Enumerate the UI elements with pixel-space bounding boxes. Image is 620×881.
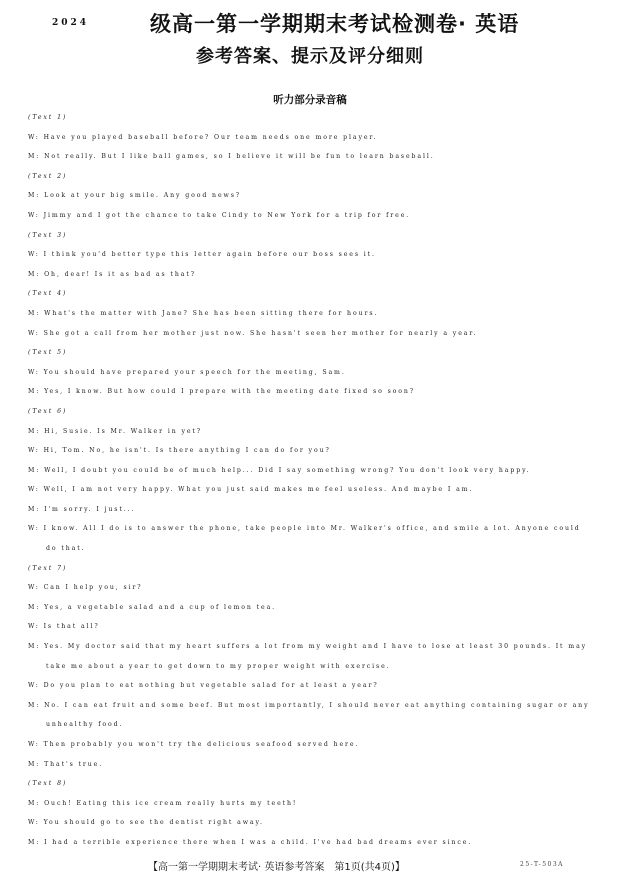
text-heading: (Text 2) [28,172,68,180]
text-heading: (Text 5) [28,349,68,357]
footer-text: 【高一第一学期期末考试· 英语参考答案 第1页(共4页)】 [148,862,405,873]
text-heading: (Text 4) [28,290,68,298]
transcript-line: M: No. I can eat fruit and some beef. But most importantly, I should never eat anything containing sugar or any [28,701,590,709]
transcript-line: M: Yes, I know. But how could I prepare with the meeting date fixed so soon? [28,388,416,396]
exam-subtitle: 参考答案、提示及评分细则 [196,46,424,67]
transcript-line: W: Can I help you, sir? [28,584,143,592]
transcript-line: M: I had a terrible experience there when I was a child. I've had bad dreams ever since. [28,838,473,846]
transcript-line: W: Well, I am not very happy. What you just said makes me feel useless. And maybe I am. [28,486,474,494]
transcript-line: unhealthy food. [46,721,124,729]
transcript-line: M: Not really. But I like ball games, so I believe it will be fun to learn baseball. [28,153,435,161]
transcript-line: M: Yes. My doctor said that my heart suffers a lot from my weight and I have to lose at least 30 pounds. It may [28,643,588,651]
text-heading: (Text 6) [28,407,68,415]
exam-year: 2024 [52,18,90,28]
transcript-line: M: Ouch! Eating this ice cream really hurts my teeth! [28,799,298,807]
transcript-line: M: Oh, dear! Is it as bad as that? [28,270,196,278]
transcript-line: W: Do you plan to eat nothing but vegetable salad for at least a year? [28,682,379,690]
transcript-line: M: Look at your big smile. Any good news? [28,192,241,200]
transcript-line: M: Hi, Susie. Is Mr. Walker in yet? [28,427,203,435]
text-heading: (Text 7) [28,564,68,572]
transcript-line: W: She got a call from her mother just now. She hasn't seen her mother for nearly a year. [28,329,478,337]
transcript-line: W: Hi, Tom. No, he isn't. Is there anything I can do for you? [28,447,331,455]
transcript [28,112,598,857]
transcript-line: W: You should have prepared your speech for the meeting, Sam. [28,368,346,376]
transcript-line: W: Jimmy and I got the chance to take Cindy to New York for a trip for free. [28,211,411,219]
transcript-line: W: You should go to see the dentist right away. [28,819,264,827]
transcript-line: M: I'm sorry. I just... [28,505,136,513]
transcript-line: M: Well, I doubt you could be of much help... Did I say something wrong? You don't look very happy. [28,466,531,474]
transcript-line: W: Then probably you won't try the delicious seafood served here. [28,741,360,748]
text-heading: (Text 3) [28,231,68,239]
transcript-line: take me about a year to get down to my proper weight with exercise. [46,662,391,670]
transcript-line: M: What's the matter with Jane? She has been sitting there for hours. [28,309,379,317]
transcript-line: W: Is that all? [28,623,100,631]
transcript-line: W: Have you played baseball before? Our team needs one more player. [28,133,378,141]
section-title: 听力部分录音稿 [273,94,347,106]
transcript-line: W: I know. All I do is to answer the phone, take people into Mr. Walker's office, and smile a lot. Anyone could [28,525,581,533]
page-footer [0,855,620,875]
exam-title: 级高一第一学期期末考试检测卷· 英语 [150,12,520,36]
transcript-line: M: That's true. [28,760,104,768]
transcript-line: W: I think you'd better type this letter again before our boss sees it. [28,251,376,259]
footer-code: 25-T-503A [520,861,564,868]
text-heading: (Text 8) [28,780,68,788]
transcript-line: do that. [46,545,86,553]
transcript-line: M: Yes, a vegetable salad and a cup of lemon tea. [28,603,277,611]
text-heading: (Text 1) [28,114,68,121]
